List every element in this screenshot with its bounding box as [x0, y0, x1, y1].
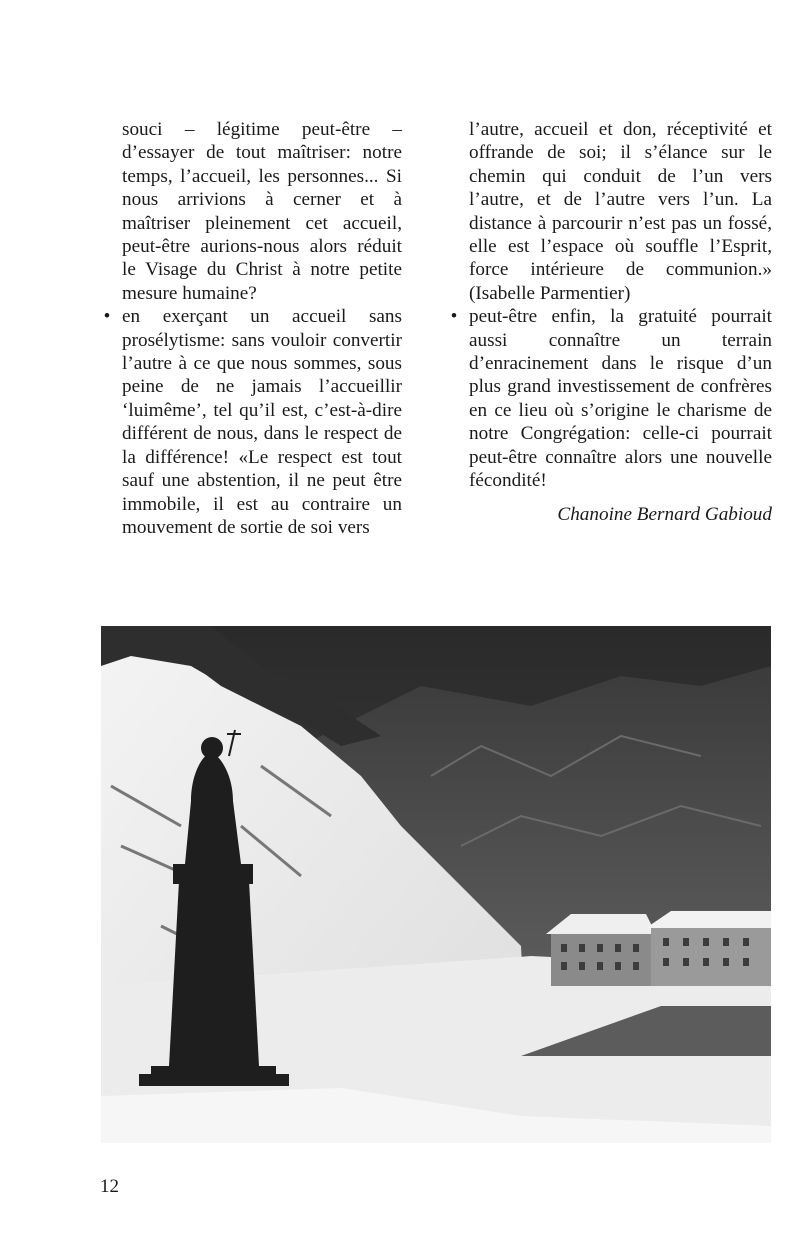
left-column: [100, 118, 402, 539]
right-column: [447, 118, 772, 526]
right-continuation-text: l’autre, accueil et don, réceptivité et offrande de soi; il s’élance sur le chemin qui conduit de l’un vers l’autre, et de l’autre vers l’un. La distance à parcourir n’est pas un fossé, elle est l’espace où souffle l’Esprit, force intérieure de communion.» (Isabelle Parmentier): [469, 119, 772, 304]
bullet-marker: •: [450, 306, 458, 328]
bullet-marker: •: [103, 306, 111, 328]
bullet-1-text: en exerçant un accueil sans prosélytisme: sans vouloir convertir l’autre à ce que nous sommes, sous peine de ne jamais l’accueillir ‘luimême’, tel qu’il est, c’est-à-dire différent de nous, dans le respect de la différence! «Le respect est tout sauf une abstention, il ne peut être immobile, il est au contraire un mouvement de sortie de soi vers: [122, 306, 402, 538]
bullet-2-text: peut-être enfin, la gratuité pourrait aussi connaître un terrain d’enracinement dans le risque d’un plus grand investissement de confrères en ce lieu où s’origine le charisme de notre Congrégation: celle-ci pourrait peut-être connaître alors une nouvelle fécondité!: [469, 306, 772, 492]
bullet-item-1: [100, 305, 402, 539]
author-signature: Chanoine Bernard Gabioud: [557, 503, 772, 525]
page-number: 12: [100, 1176, 119, 1197]
mountain-pass-photo: [101, 626, 771, 1143]
hospice-buildings: [546, 911, 771, 986]
left-continuation-text: souci – légitime peut-être – d’essayer de tout maîtriser: notre temps, l’accueil, les personnes... Si nous arrivions à cerner et à maîtriser pleinement cet accueil, peut-être aurions-nous alors réduit le Visage du Christ à notre petite mesure humaine?: [122, 119, 402, 304]
bullet-item-2: [447, 305, 772, 492]
